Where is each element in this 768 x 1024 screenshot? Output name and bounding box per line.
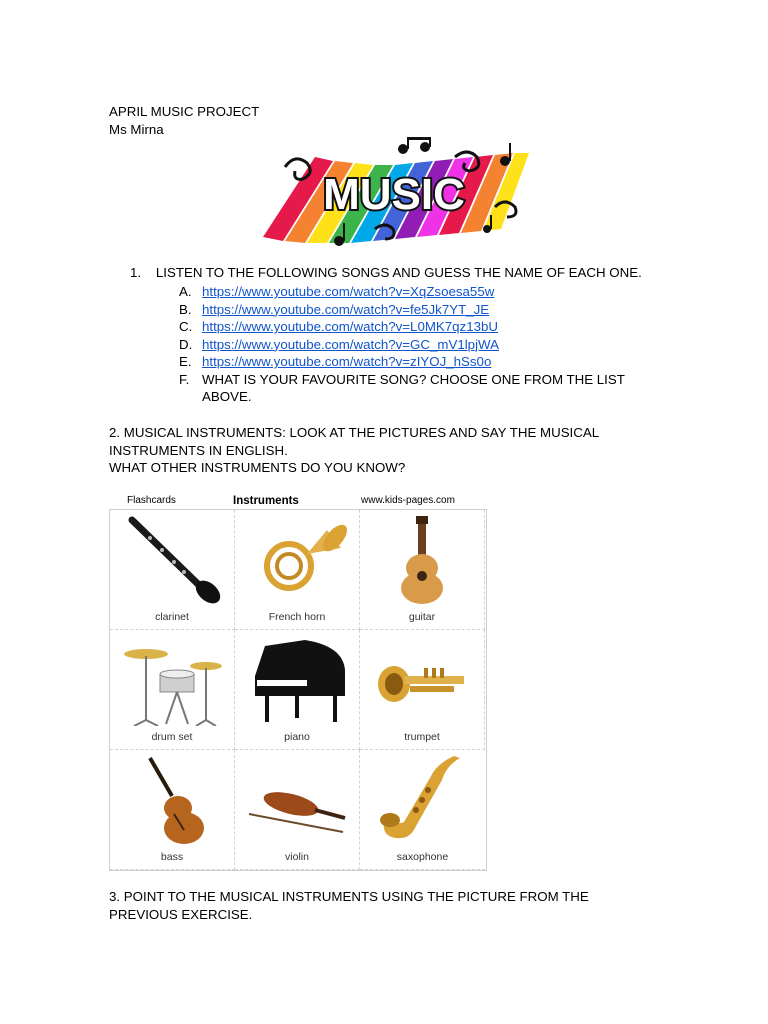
piano-icon: [245, 636, 349, 726]
card-label: guitar: [408, 611, 436, 623]
music-banner-image: [255, 137, 533, 247]
favourite-song-question-cont: ABOVE.: [202, 389, 252, 404]
song-link-a[interactable]: https://www.youtube.com/watch?v=XqZsoesa55w: [202, 284, 495, 299]
card-label: saxophone: [396, 851, 449, 863]
flashcards-label: Flashcards: [127, 495, 176, 506]
card-label: French horn: [268, 611, 326, 623]
card-label: piano: [284, 731, 310, 743]
q2-line-3: WHAT OTHER INSTRUMENTS DO YOU KNOW?: [109, 460, 406, 475]
list-item: [179, 371, 625, 389]
list-item: [179, 283, 494, 301]
violin-icon: [245, 756, 349, 846]
card-clarinet: [110, 510, 235, 630]
guitar-icon: [370, 516, 474, 606]
card-bass: [110, 750, 235, 870]
list-marker: A.: [179, 284, 192, 299]
list-marker: D.: [179, 336, 193, 352]
card-piano: [235, 630, 360, 750]
french-horn-icon: [245, 516, 349, 606]
q3-line-2: PREVIOUS EXERCISE.: [109, 907, 253, 922]
card-guitar: [360, 510, 485, 630]
q2-line-2: INSTRUMENTS IN ENGLISH.: [109, 442, 288, 458]
list-item: [179, 353, 491, 371]
card-french-horn: [235, 510, 360, 630]
list-marker: C.: [179, 319, 193, 334]
list-item: [179, 318, 498, 336]
saxophone-icon: [370, 756, 474, 846]
q3-line-1: 3. POINT TO THE MUSICAL INSTRUMENTS USING THE PICTURE FROM THE: [109, 889, 589, 904]
list-marker: B.: [179, 301, 192, 317]
q2-line-1: 2. MUSICAL INSTRUMENTS: LOOK AT THE PICTURES AND SAY THE MUSICAL: [109, 425, 600, 440]
flashcards-title: Instruments: [233, 495, 299, 507]
trumpet-icon: [370, 636, 474, 726]
list-marker: E.: [179, 354, 192, 369]
q1-heading: [130, 264, 642, 281]
card-violin: [235, 750, 360, 870]
card-trumpet: [360, 630, 485, 750]
card-saxophone: [360, 750, 485, 870]
list-item: [179, 301, 489, 319]
flashcards-site: www.kids-pages.com: [361, 495, 455, 506]
flashcard-grid: [109, 509, 487, 871]
favourite-song-question: WHAT IS YOUR FAVOURITE SONG? CHOOSE ONE FROM THE LIST: [202, 371, 625, 387]
card-label: clarinet: [155, 611, 189, 623]
song-link-b[interactable]: https://www.youtube.com/watch?v=fe5Jk7YT_JE: [202, 301, 490, 317]
song-link-d[interactable]: https://www.youtube.com/watch?v=GC_mV1lpjWA: [202, 336, 499, 352]
drum-set-icon: [120, 636, 224, 726]
card-label: violin: [285, 851, 309, 863]
card-drum-set: [110, 630, 235, 750]
song-link-c[interactable]: https://www.youtube.com/watch?v=L0MK7qz13bU: [202, 319, 499, 334]
list-item: [179, 336, 499, 354]
q1-number: 1.: [130, 265, 142, 280]
instrument-flashcards: [109, 493, 487, 870]
card-label: bass: [160, 851, 184, 863]
song-link-e[interactable]: https://www.youtube.com/watch?v=zIYOJ_hSs0o: [202, 354, 492, 369]
teacher-name: Ms Mirna: [109, 122, 164, 137]
bass-icon: [120, 756, 224, 846]
banner-word: MUSIC: [323, 170, 465, 219]
card-label: trumpet: [404, 731, 440, 743]
q1-text: LISTEN TO THE FOLLOWING SONGS AND GUESS THE NAME OF EACH ONE.: [155, 265, 642, 280]
card-label: drum set: [151, 731, 193, 743]
page-title: APRIL MUSIC PROJECT: [109, 104, 260, 119]
list-marker: F.: [179, 371, 190, 387]
clarinet-icon: [120, 516, 224, 606]
